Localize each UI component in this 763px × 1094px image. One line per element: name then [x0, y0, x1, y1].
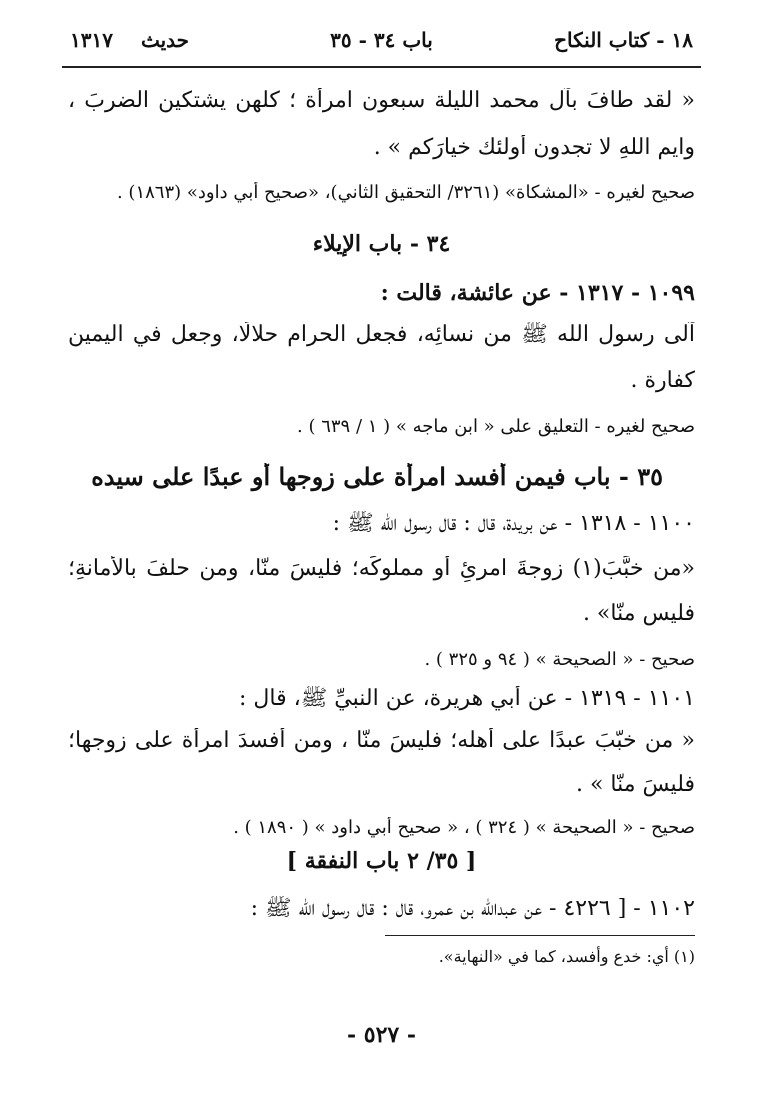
section-heading-35: ٣٥ - باب فيمن أفسد امرأة على زوجها أو عبدًا على سيده	[91, 463, 663, 491]
chapter-title: ١٨ - كتاب النكاح	[554, 28, 693, 52]
footnote: (١) أي: خدع وأفسد، كما في «النهاية».	[438, 947, 695, 966]
section-heading-nafaqa: [ ٣٥/ ٢ باب النفقة ]	[286, 848, 477, 874]
section-range: باب ٣٤ - ٣٥	[330, 28, 433, 52]
text-line-15: « من خبّبَ عبدًا على أهله؛ فليسَ منّا ، ومن أفسدَ امرأة على زوجها؛	[68, 728, 695, 753]
header-rule	[62, 66, 701, 68]
grading-line-1: صحيح لغيره - «المشكاة» (٣٢٦١/ التحقيق الثاني)، «صحيح أبي داود» (١٨٦٣) .	[116, 182, 695, 203]
grading-line-3: صحيح - « الصحيحة » ( ٩٤ و ٣٢٥ ) .	[424, 649, 695, 670]
running-header	[62, 20, 701, 54]
page-number: - ٥٢٧ -	[346, 1022, 417, 1048]
hadith-1099-intro: ١٠٩٩ - ١٣١٧ - عن عائشة، قالت :	[380, 280, 695, 306]
grading-line-4: صحيح - « الصحيحة » ( ٣٢٤ ) ، « صحيح أبي داود » ( ١٨٩٠ ) .	[233, 817, 695, 838]
text-line-7: كفارة .	[630, 368, 695, 393]
text-line-2: وايم اللهِ لا تجدون أُولئك خيارَكم » .	[373, 135, 695, 160]
hadith-reference	[70, 28, 189, 52]
hadith-1101-intro: ١١٠١ - ١٣١٩ - عن أبي هريرة، عن النبيِّ ﷺ، قال :	[239, 686, 695, 711]
hadith-1102-intro: ١١٠٢ - [ ٤٢٢٦ - عن عبدالله بن عمرو، قال : قال رسول الله ﷺ :	[250, 896, 695, 921]
text-line-1: « لقد طافَ بآل محمد الليلة سبعون امرأة ؛ كلهن يشتكين الضربَ ،	[68, 88, 695, 113]
hadith-label: حديث	[140, 28, 190, 52]
section-heading-34: ٣٤ - باب الإيلاء	[312, 231, 451, 257]
hadith-1100-intro: ١١٠٠ - ١٣١٨ - عن بريدة، قال : قال رسول الله ﷺ :	[332, 511, 695, 536]
text-line-11: «من خبَّبَ(١) زوجةَ امرئٍ أو مملوكَه؛ فليسَ منّا، ومن حلفَ بالأمانةِ؛	[68, 556, 695, 581]
hadith-number: ١٣١٧	[70, 28, 113, 52]
grading-line-2: صحيح لغيره - التعليق على « ابن ماجه » ( ١ / ٦٣٩ ) .	[297, 416, 695, 437]
text-line-12: فليس منّا» .	[582, 601, 695, 626]
footnote-rule	[385, 935, 695, 936]
text-line-6: آلى رسول الله ﷺ من نسائِه، فجعل الحرام حلالًا، وجعل في اليمين	[68, 322, 695, 347]
text-line-16: فليسَ منّا » .	[575, 772, 695, 797]
